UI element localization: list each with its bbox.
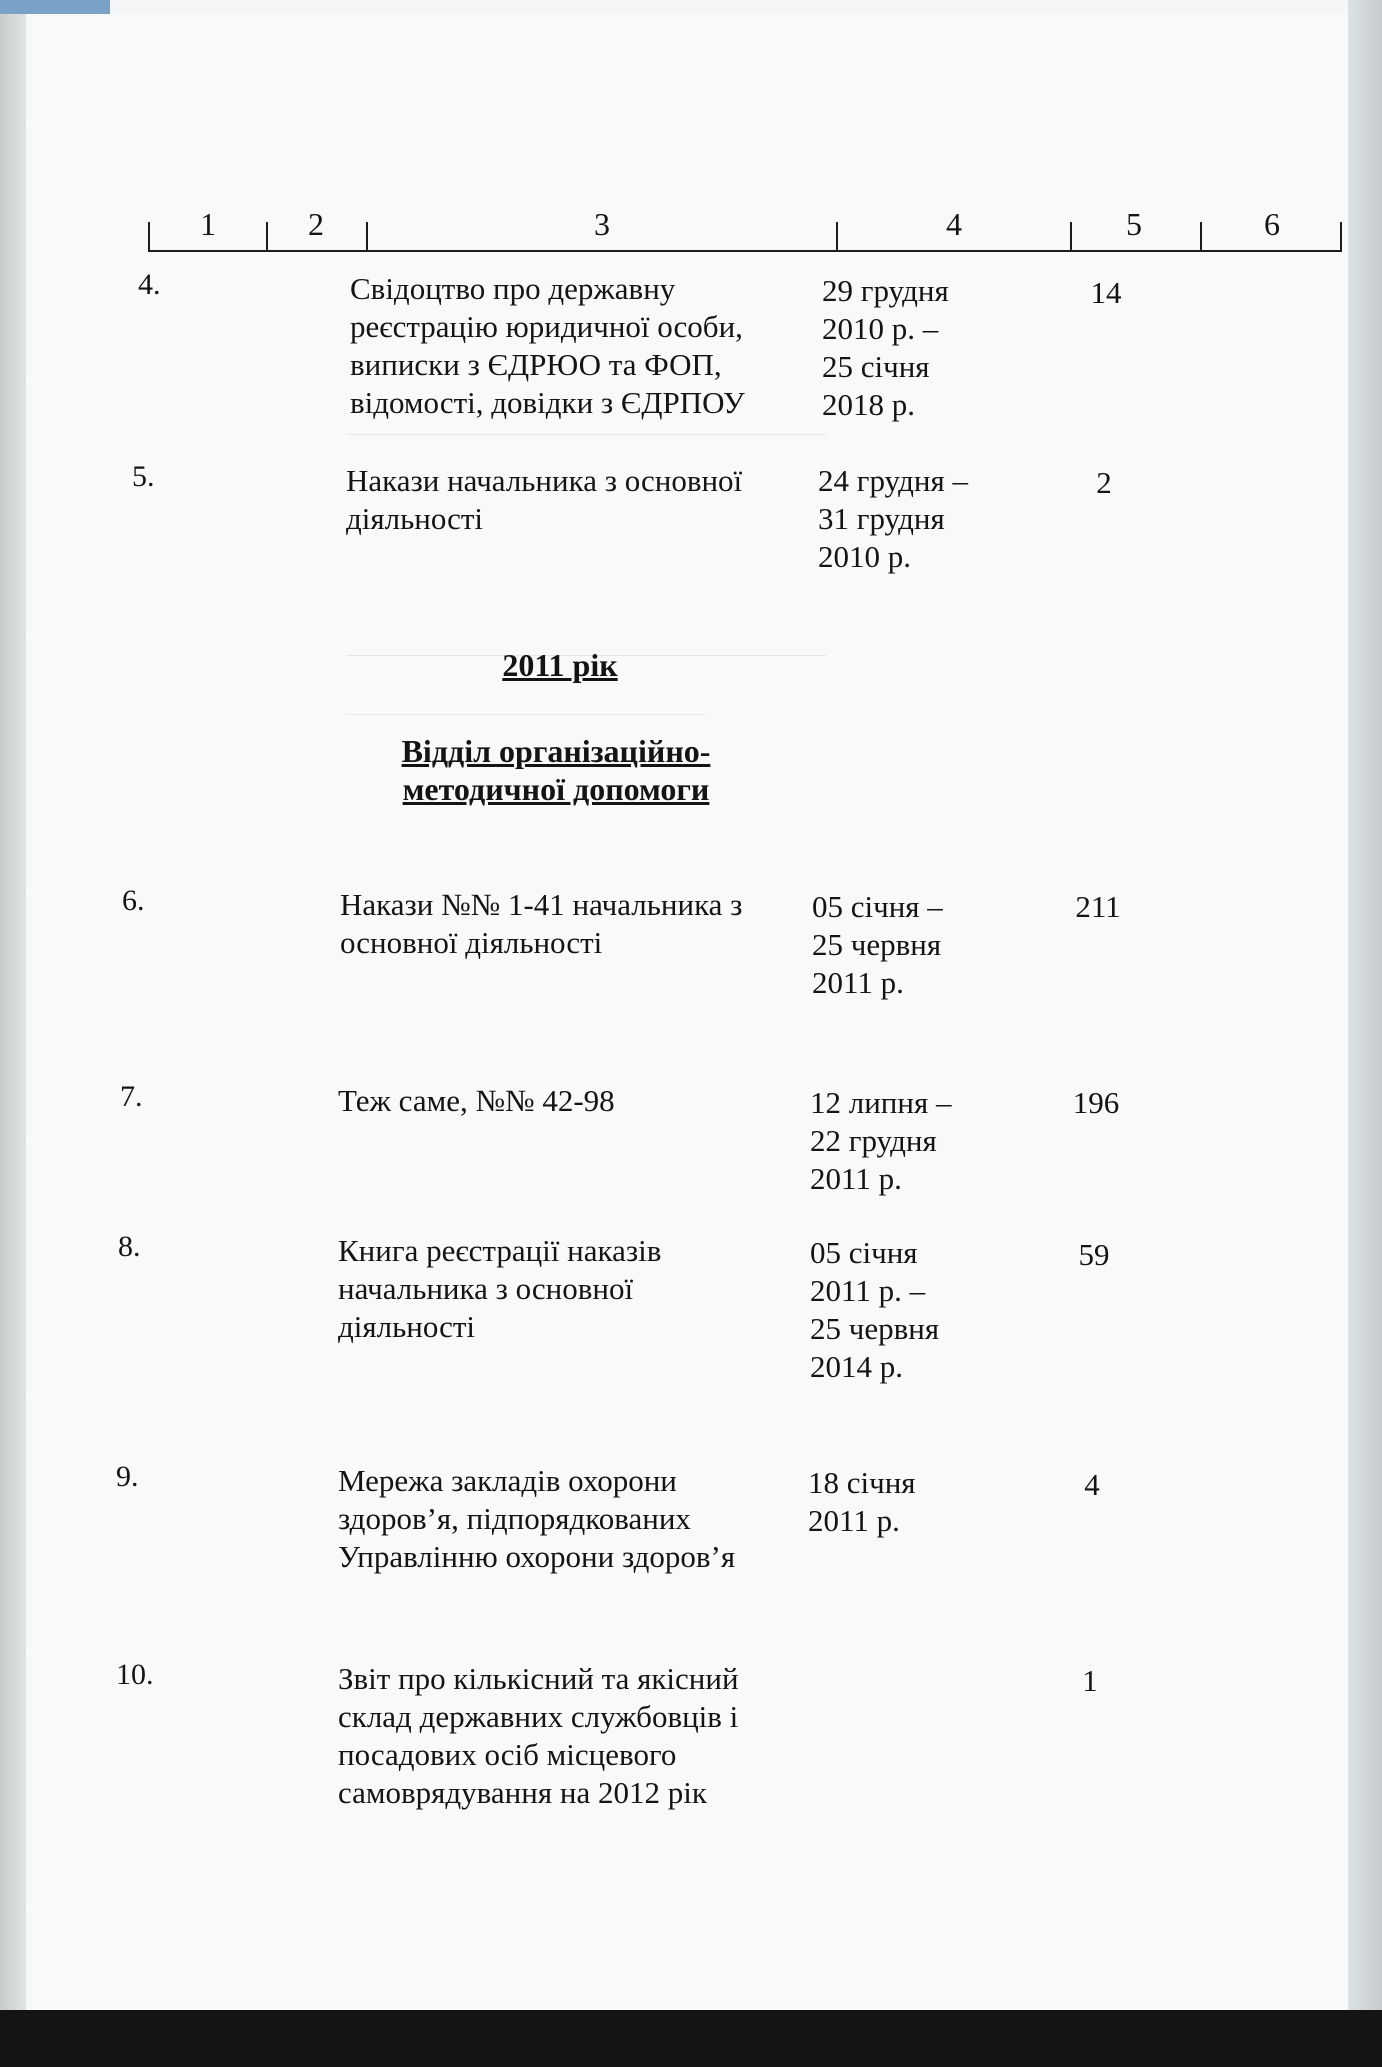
row-title: Мережа закладів охорони здоров’я, підпорядкованих Управлінню охорони здоров’я: [338, 1463, 736, 1574]
row-count: 1: [1082, 1663, 1098, 1698]
row-number: 6.: [122, 884, 145, 917]
row-count: 211: [1075, 889, 1121, 924]
row-number: 4.: [138, 268, 161, 301]
header-tick: [1200, 222, 1202, 252]
header-tick: [366, 222, 368, 252]
row-number: 8.: [118, 1230, 141, 1263]
header-column-4: 4: [946, 206, 962, 242]
row-number: 9.: [116, 1460, 139, 1493]
row-number: 7.: [120, 1080, 143, 1113]
year-heading: 2011 рік: [502, 647, 618, 683]
header-tick: [148, 222, 150, 252]
row-title: Звіт про кількісний та якісний склад державних службовців і посадових осіб місцевого самоврядування на 2012 рік: [338, 1661, 739, 1810]
row-dates: 24 грудня – 31 грудня 2010 р.: [818, 463, 968, 574]
scan-edge-top: [0, 0, 110, 14]
header-column-3: 3: [594, 206, 610, 242]
row-dates: 18 січня 2011 р.: [808, 1465, 916, 1538]
row-dates: 12 липня – 22 грудня 2011 р.: [810, 1085, 952, 1196]
row-number: 5.: [132, 460, 155, 493]
department-heading: Відділ організаційно- методичної допомоги: [401, 733, 711, 807]
document-page: [26, 14, 1348, 2010]
row-title: Свідоцтво про державну реєстрацію юридичної особи, виписки з ЄДРЮО та ФОП, відомості, довідки з ЄДРПОУ: [350, 271, 745, 420]
row-count: 59: [1078, 1237, 1110, 1272]
row-dates: 05 січня – 25 червня 2011 р.: [812, 889, 943, 1000]
row-count: 196: [1072, 1085, 1120, 1120]
table-header-row: [148, 202, 1342, 252]
scan-edge-bottom: [0, 2010, 1382, 2067]
scan-edge-right: [1348, 0, 1382, 2067]
header-tick: [836, 222, 838, 252]
scan-edge-left: [0, 0, 26, 2067]
row-count: 2: [1096, 465, 1112, 500]
header-column-5: 5: [1126, 206, 1142, 242]
row-dates: 29 грудня 2010 р. – 25 січня 2018 р.: [822, 273, 949, 422]
row-title: Теж саме, №№ 42-98: [338, 1083, 615, 1118]
header-tick: [266, 222, 268, 252]
header-column-1: 1: [200, 206, 216, 242]
row-title: Книга реєстрації наказів начальника з основної діяльності: [338, 1233, 662, 1344]
header-column-6: 6: [1264, 206, 1280, 242]
row-title: Накази начальника з основної діяльності: [346, 463, 743, 536]
row-number: 10.: [116, 1658, 154, 1691]
row-title: Накази №№ 1-41 начальника з основної діяльності: [340, 887, 743, 960]
header-rule: [148, 250, 1342, 252]
row-count: 14: [1090, 275, 1122, 310]
header-tick: [1070, 222, 1072, 252]
row-dates: 05 січня 2011 р. – 25 червня 2014 р.: [810, 1235, 940, 1384]
header-tick: [1340, 222, 1342, 252]
header-column-2: 2: [308, 206, 324, 242]
row-count: 4: [1084, 1467, 1100, 1502]
